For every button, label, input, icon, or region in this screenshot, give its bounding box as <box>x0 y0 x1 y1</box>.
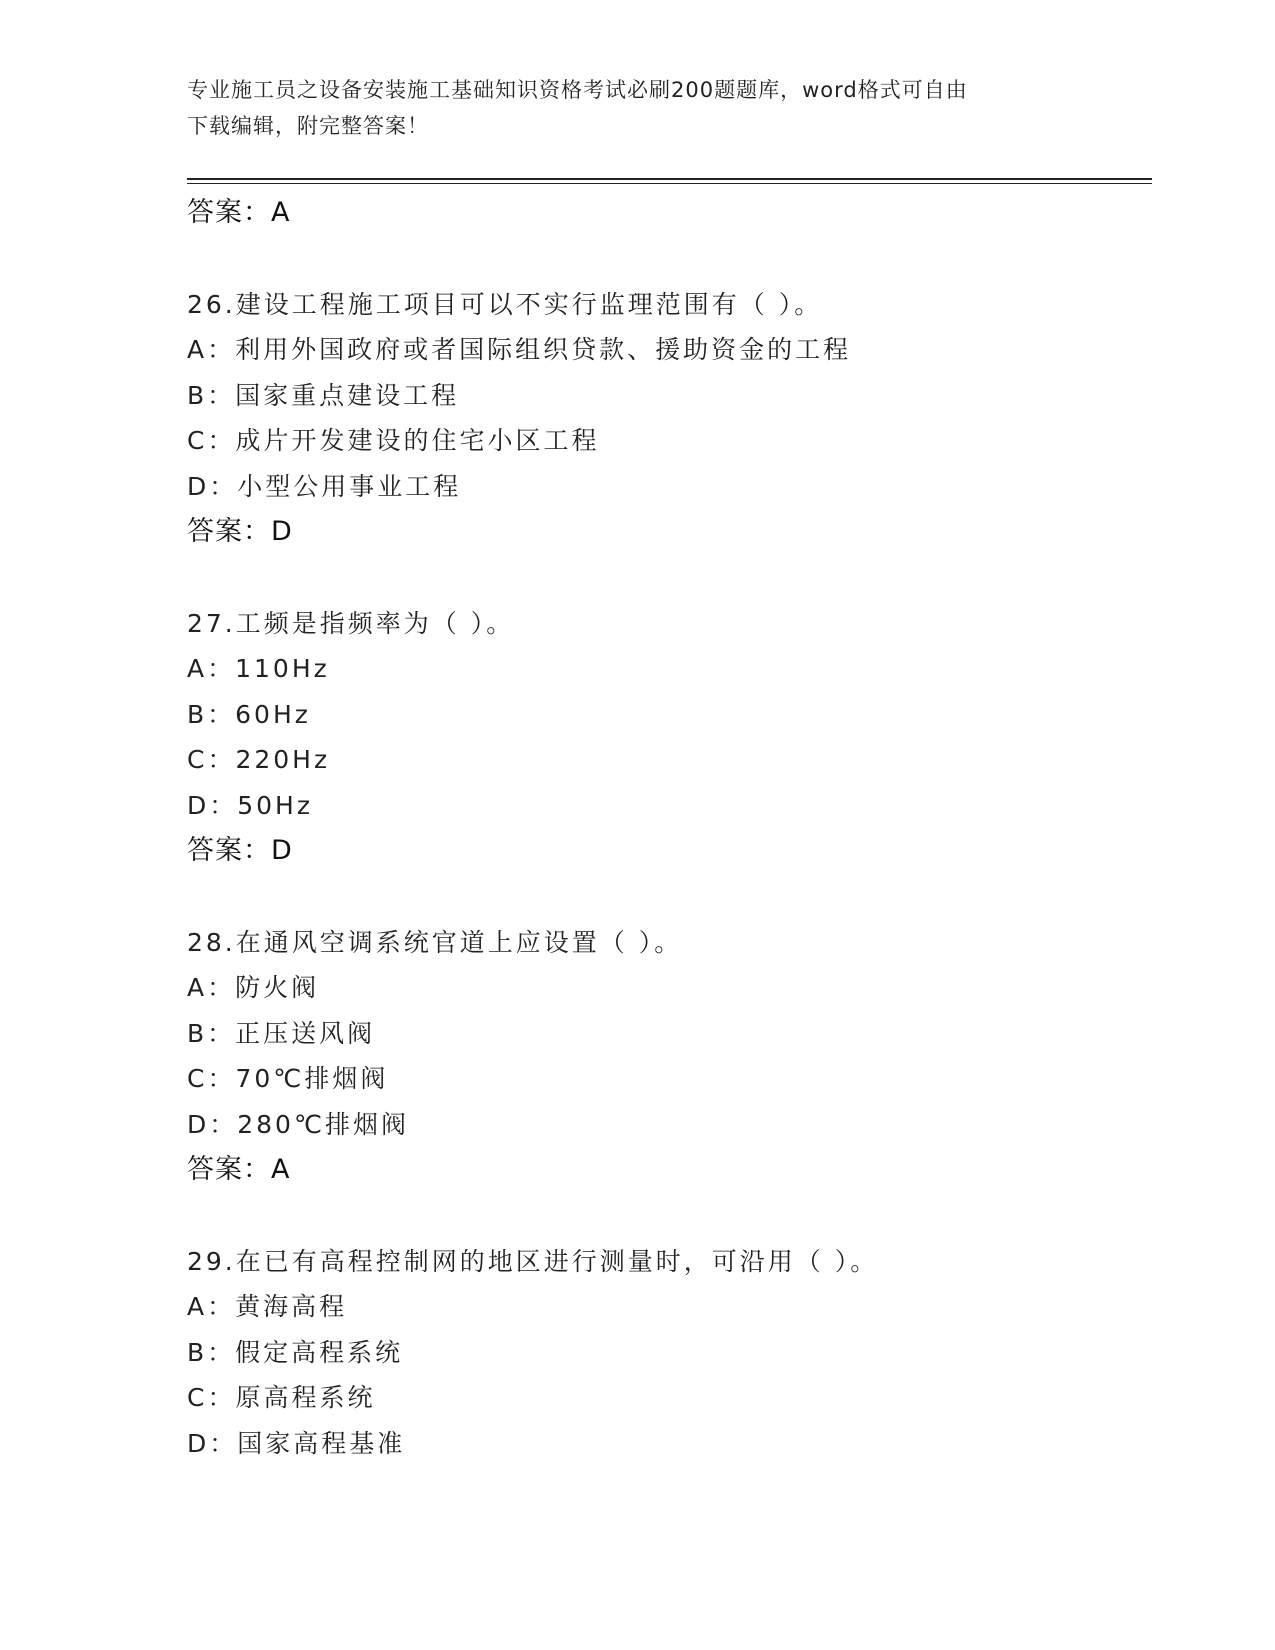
option-d: D：国家高程基准 <box>187 1428 406 1458</box>
spacer <box>187 555 1147 601</box>
option-b: B：60Hz <box>187 699 311 729</box>
option-c: C：70℃排烟阀 <box>187 1064 389 1093</box>
document-header <box>187 72 1067 144</box>
spacer <box>187 236 1147 282</box>
spacer <box>187 1193 1147 1239</box>
header-divider-thin <box>187 183 1152 184</box>
option-b: B：假定高程系统 <box>187 1337 404 1367</box>
question-28 <box>187 920 1147 1193</box>
option-a: A：防火阀 <box>187 973 320 1002</box>
option-a: A：黄海高程 <box>187 1292 348 1321</box>
previous-answer: 答案：A <box>187 197 291 228</box>
option-c: C：原高程系统 <box>187 1383 376 1412</box>
header-divider-thick <box>187 178 1152 180</box>
option-b: B：国家重点建设工程 <box>187 380 460 410</box>
question-answer: 答案：D <box>187 835 293 866</box>
question-answer: 答案：D <box>187 516 293 547</box>
option-d: D：小型公用事业工程 <box>187 471 462 501</box>
option-d: D：50Hz <box>187 790 313 820</box>
option-c: C：220Hz <box>187 745 331 774</box>
option-d: D：280℃排烟阀 <box>187 1109 410 1139</box>
option-b: B：正压送风阀 <box>187 1018 376 1048</box>
question-27 <box>187 601 1147 874</box>
option-a: A：110Hz <box>187 654 330 683</box>
spacer <box>187 874 1147 920</box>
header-title-line-2: 下载编辑，附完整答案！ <box>187 114 429 138</box>
question-stem: 27.工频是指频率为（ ）。 <box>187 608 515 638</box>
header-title-line-1: 专业施工员之设备安装施工基础知识资格考试必刷200题题库，word格式可自由 <box>187 78 968 102</box>
question-26 <box>187 282 1147 555</box>
option-a: A：利用外国政府或者国际组织贷款、援助资金的工程 <box>187 335 852 364</box>
question-stem: 26.建设工程施工项目可以不实行监理范围有（ ）。 <box>187 289 823 319</box>
option-c: C：成片开发建设的住宅小区工程 <box>187 426 600 455</box>
question-29 <box>187 1239 1147 1467</box>
question-stem: 29.在已有高程控制网的地区进行测量时，可沿用（ ）。 <box>187 1246 879 1276</box>
question-list <box>187 190 1147 1466</box>
question-stem: 28.在通风空调系统官道上应设置（ ）。 <box>187 927 683 957</box>
question-answer: 答案：A <box>187 1154 291 1185</box>
